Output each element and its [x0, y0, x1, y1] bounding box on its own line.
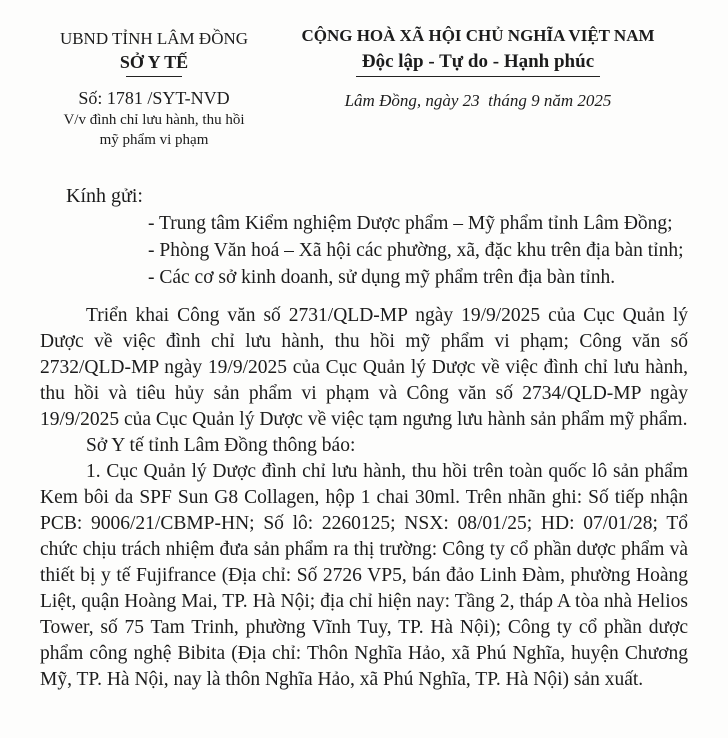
document-subject-line-2: mỹ phẩm vi phạm — [99, 132, 209, 148]
document-subject-line-1: V/v đình chỉ lưu hành, thu hồi — [63, 112, 245, 128]
issuing-agency-block — [40, 22, 268, 150]
recipient-list — [148, 210, 688, 291]
recipients-section — [40, 182, 688, 291]
body-paragraph-intro: Triển khai Công văn số 2731/QLD-MP ngày 19/9/2025 của Cục Quản lý Dược về việc đình chỉ lưu hành, thu hồi mỹ phẩm vi phạm; Công văn số 2732/QLD-MP ngày 19/9/2025 của Cục Quản lý Dược về việc đình chỉ lưu hành, thu hồi và tiêu hủy sản phẩm vi phạm và Công văn số 2734/QLD-MP ngày 19/9/2025 của Cục Quản lý Dược về việc tạm ngưng lưu hành sản phẩm mỹ phẩm. — [40, 305, 688, 430]
body-paragraph-item-1: 1. Cục Quản lý Dược đình chỉ lưu hành, thu hồi trên toàn quốc lô sản phẩm Kem bôi da SPF Sun G8 Collagen, hộp 1 chai 30ml. Trên nhãn ghi: Số tiếp nhận PCB: 9006/21/CBMP-HN; Số lô: 2260125; NSX: 08/01/25; HD: 07/01/28; Tổ chức chịu trách nhiệm đưa sản phẩm ra thị trường: Công ty cổ phần dược phẩm và thiết bị y tế Fujifrance (Địa chỉ: Số 2726 VP5, bán đảo Linh Đàm, phường Hoàng Liệt, quận Hoàng Mai, TP. Hà Nội; địa chỉ hiện nay: Tầng 2, tháp A tòa nhà Helios Tower, số 75 Tam Trinh, phường Vĩnh Tuy, TP. Hà Nội); Công ty cổ phần dược phẩm công nghệ Bibita (Địa chỉ: Thôn Nghĩa Hảo, xã Phú Nghĩa, huyện Chương Mỹ, TP. Hà Nội, nay là thôn Nghĩa Hảo, xã Phú Nghĩa, TP. Hà Nội) sản xuất. — [40, 461, 688, 690]
issuing-organization-name: SỞ Y TẾ — [119, 52, 189, 72]
national-republic-title: CỘNG HOÀ XÃ HỘI CHỦ NGHĨA VIỆT NAM — [301, 26, 655, 45]
org-name-underline-rule — [126, 76, 182, 77]
document-number: Số: 1781 /SYT-NVD — [78, 88, 230, 108]
national-motto: Độc lập - Tự do - Hạnh phúc — [356, 49, 600, 77]
national-motto-wrap — [268, 49, 688, 77]
parent-organization-name: UBND TỈNH LÂM ĐỒNG — [59, 29, 249, 48]
recipients-salutation-label: Kính gửi: — [66, 185, 143, 207]
document-body — [40, 303, 688, 693]
recipient-item: - Các cơ sở kinh doanh, sử dụng mỹ phẩm trên địa bàn tỉnh. — [148, 267, 616, 288]
document-header — [40, 22, 688, 150]
place-and-date-line: Lâm Đồng, ngày 23 tháng 9 năm 2025 — [344, 91, 612, 110]
national-motto-block — [268, 22, 688, 112]
body-paragraph-announcement: Sở Y tế tỉnh Lâm Đồng thông báo: — [86, 435, 356, 456]
recipient-item: - Trung tâm Kiểm nghiệm Dược phẩm – Mỹ phẩm tỉnh Lâm Đồng; — [148, 213, 673, 234]
recipient-item: - Phòng Văn hoá – Xã hội các phường, xã, đặc khu trên địa bàn tỉnh; — [148, 240, 684, 261]
